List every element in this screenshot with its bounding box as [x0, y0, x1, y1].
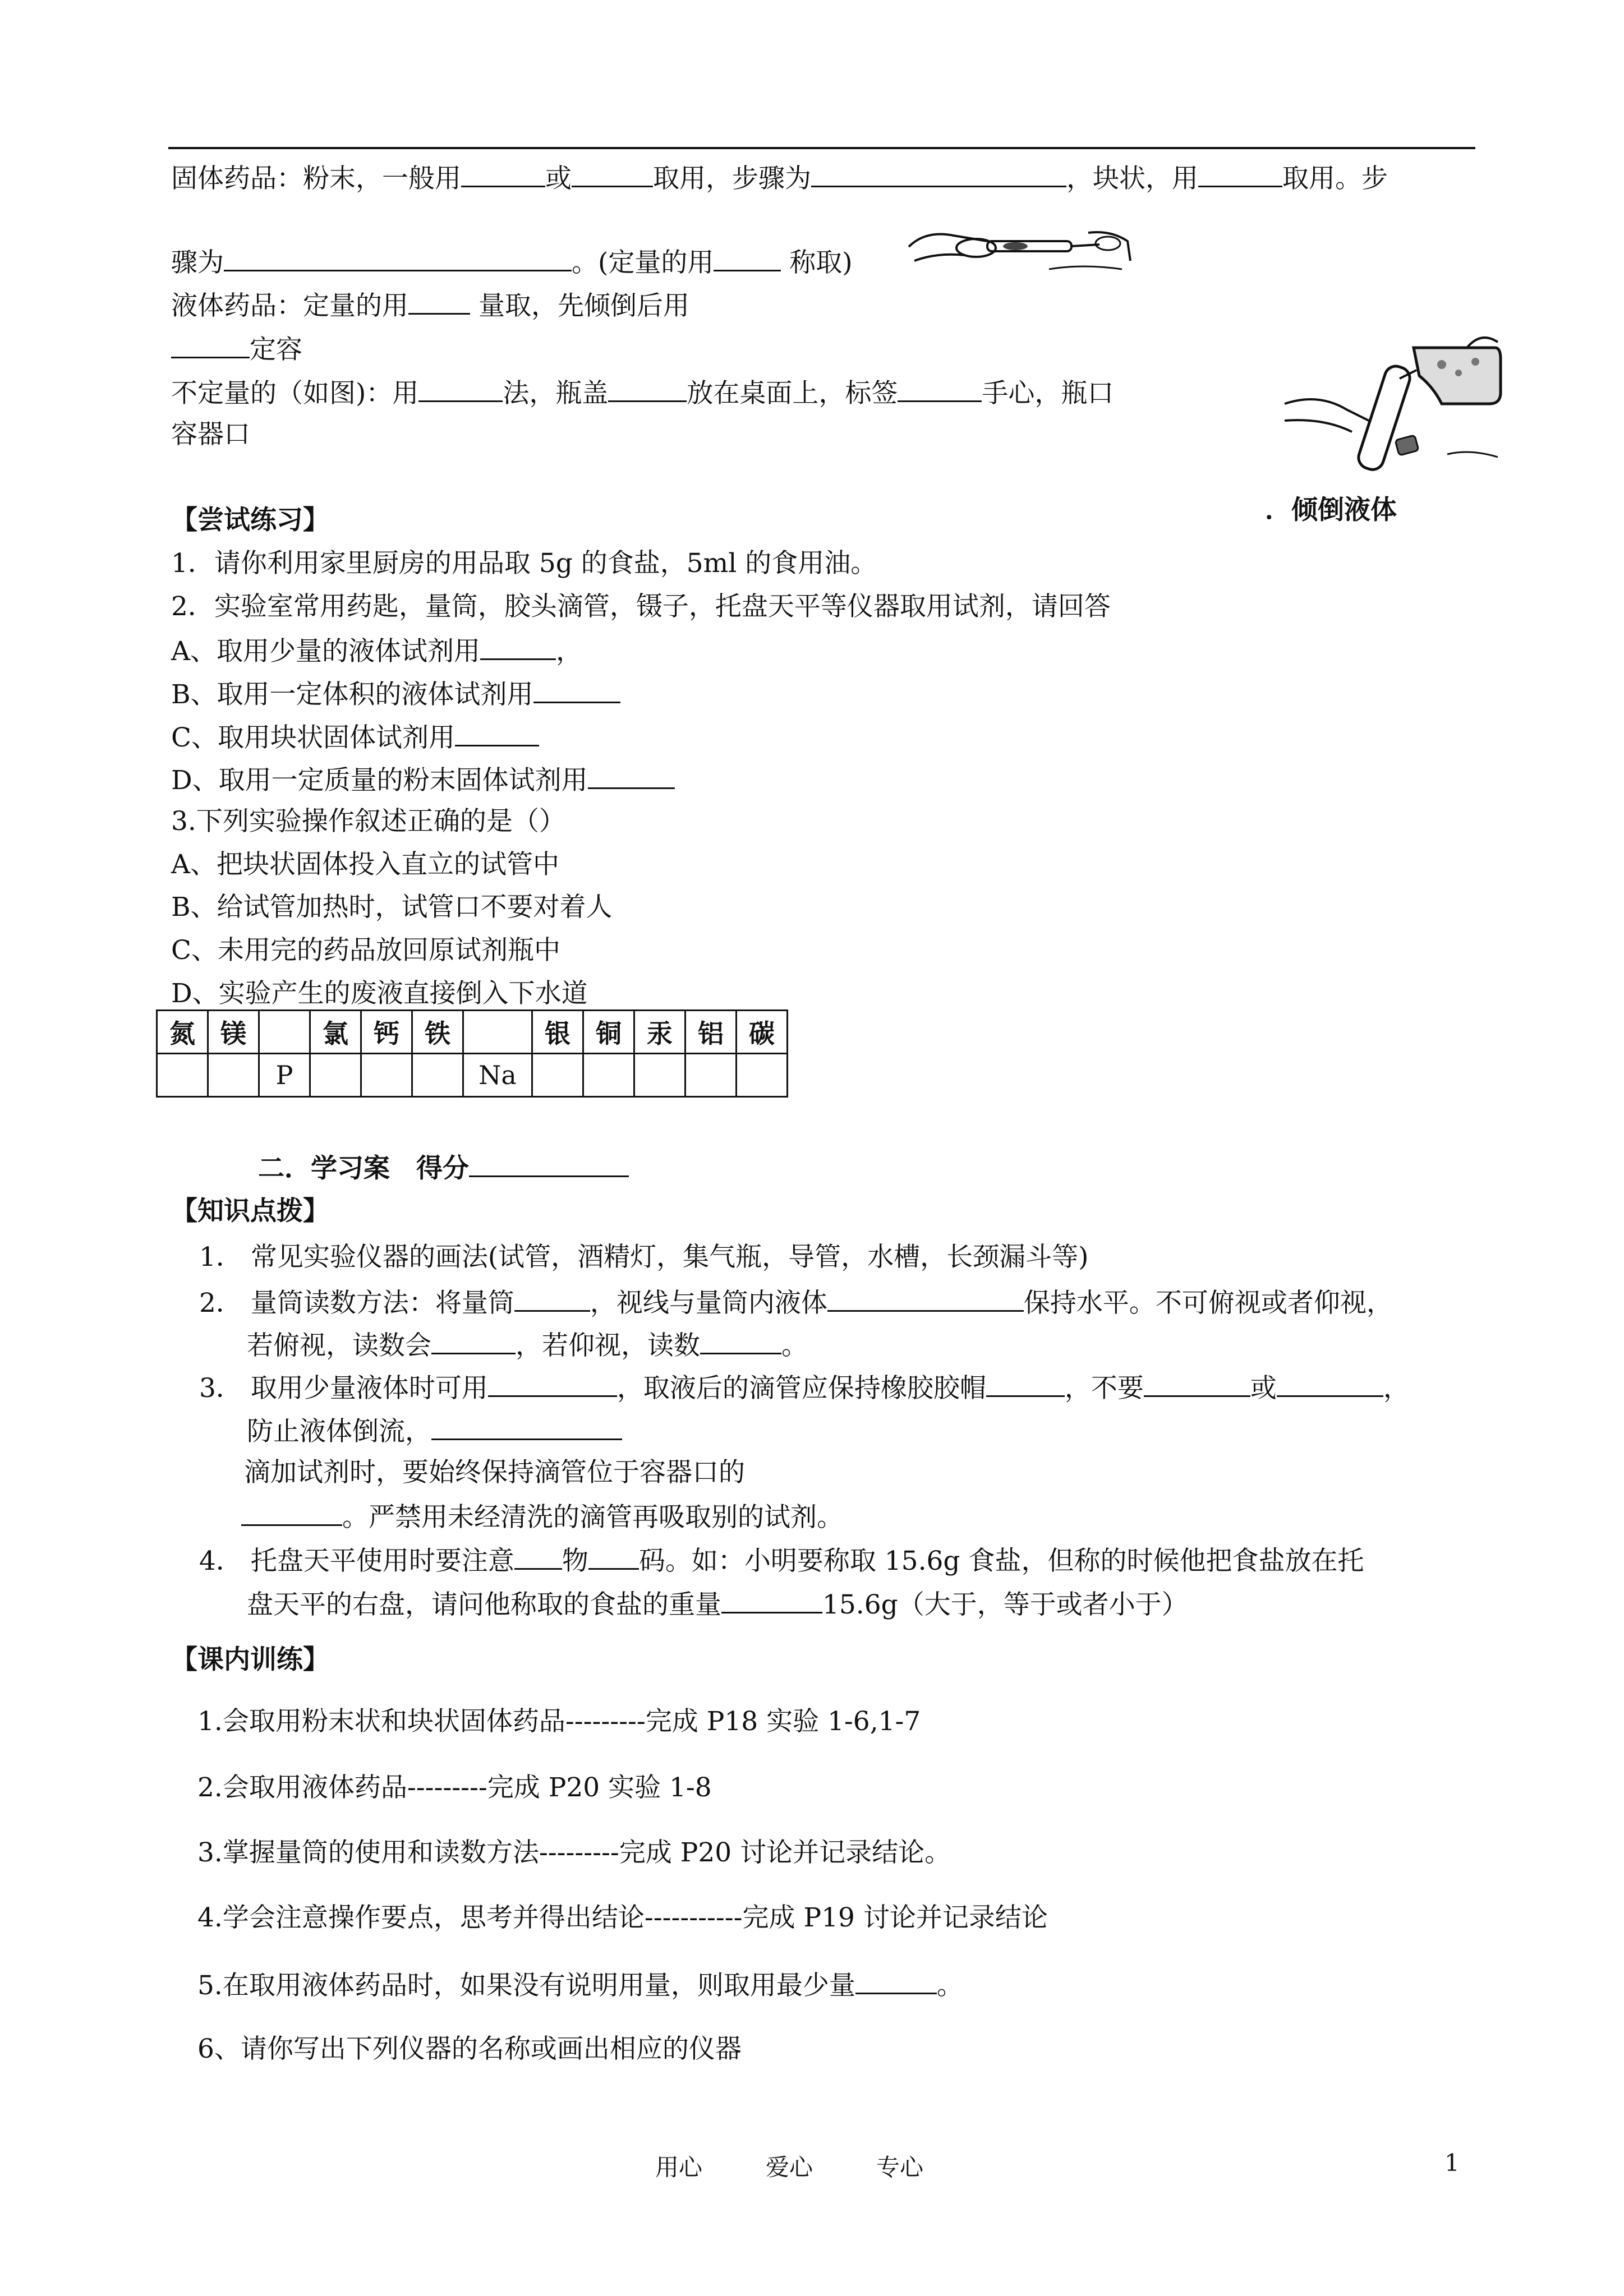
practice-q2d: D、取用一定质量的粉末固体试剂用	[171, 762, 675, 797]
pouring-liquid-figure	[1273, 325, 1509, 488]
element-name-cell: 铁	[412, 1011, 463, 1054]
element-symbol-cell	[412, 1054, 463, 1097]
element-symbol-cell	[157, 1054, 208, 1097]
element-symbol-cell	[208, 1054, 259, 1097]
practice-q2a: A、取用少量的液体试剂用 ，	[171, 633, 582, 668]
element-name-cell: 铜	[583, 1011, 634, 1054]
training-6: 6、请你写出下列仪器的名称或画出相应的仪器	[197, 2034, 742, 2064]
practice-q3a: A、把块状固体投入直立的试管中	[171, 849, 559, 880]
element-name-cell: 铝	[686, 1011, 737, 1054]
knowledge-2-line-1: 2． 量筒读数方法：将量筒 ，视线与量筒内液体 保持水平。不可俯视或者仰视，	[199, 1284, 1393, 1320]
element-name-cell: 汞	[634, 1011, 686, 1054]
knowledge-3-line-2: 防止液体倒流，	[247, 1413, 622, 1449]
solid-line-1: 固体药品：粉末，一般用 或 取用，步骤为 ，块状，用 取用。步	[171, 160, 1388, 196]
practice-q2c: C、取用块状固体试剂用	[171, 719, 539, 755]
element-name-row	[157, 1011, 788, 1054]
element-name-cell: 氯	[310, 1011, 361, 1054]
element-symbol-cell: P	[259, 1054, 310, 1097]
training-4: 4.学会注意操作要点，思考并得出结论-----------完成 P19 讨论并记录结论	[197, 1902, 1048, 1933]
element-name-cell: 镁	[208, 1011, 259, 1054]
element-name-cell: 氮	[157, 1011, 208, 1054]
element-name-cell	[259, 1011, 310, 1054]
practice-q3: 3.下列实验操作叙述正确的是（）	[171, 806, 565, 837]
liquid-line-1: 液体药品：定量的用 量取，先倾倒后用	[171, 287, 689, 323]
element-name-cell: 碳	[737, 1011, 788, 1054]
training-5: 5.在取用液体药品时，如果没有说明用量，则取用最少量 。	[197, 1967, 963, 2003]
training-1: 1.会取用粉末状和块状固体药品---------完成 P18 实验 1-6,1-7	[197, 1706, 921, 1737]
element-symbol-cell	[686, 1054, 737, 1097]
knowledge-3-line-1: 3． 取用少量液体时可用 ，取液后的滴管应保持橡胶胶帽 ，不要 或 ，	[199, 1370, 1410, 1405]
solid-line-2: 骤为 。(定量的用 称取)	[171, 244, 853, 280]
knowledge-1: 1． 常见实验仪器的画法(试管，酒精灯，集气瓶，导管，水槽，长颈漏斗等)	[199, 1242, 1089, 1273]
section2-title: 二．学习案 得分	[258, 1150, 629, 1186]
element-symbol-cell	[532, 1054, 583, 1097]
practice-q2: 2．实验室常用药匙，量筒，胶头滴管，镊子，托盘天平等仪器取用试剂，请回答	[171, 591, 1111, 622]
powder-spatula-figure	[903, 208, 1139, 280]
indef-line-1: 不定量的（如图)：用 法，瓶盖 放在桌面上，标签 手心，瓶口	[171, 375, 1114, 411]
element-symbol-cell	[634, 1054, 686, 1097]
knowledge-4-line-1: 4． 托盘天平使用时要注意 物 码。如：小明要称取 15.6g 食盐，但称的时候他把食盐放在托	[199, 1542, 1364, 1578]
element-name-cell	[463, 1011, 532, 1054]
element-symbol-cell	[583, 1054, 634, 1097]
knowledge-3-line-3: 滴加试剂时，要始终保持滴管位于容器口的	[244, 1457, 745, 1488]
footer-motto-1: 用心	[655, 2154, 703, 2181]
training-3: 3.掌握量筒的使用和读数方法---------完成 P20 讨论并记录结论。	[197, 1837, 951, 1868]
knowledge-4-line-2: 盘天平的右盘，请问他称取的食盐的重量 15.6g（大于，等于或者小于）	[247, 1586, 1188, 1622]
element-symbol-cell	[737, 1054, 788, 1097]
header-rule	[168, 147, 1475, 149]
element-symbol-row	[157, 1054, 788, 1097]
knowledge-heading: 【知识点拨】	[171, 1196, 329, 1227]
practice-q3c: C、未用完的药品放回原试剂瓶中	[171, 935, 560, 966]
knowledge-2-line-2: 若俯视，读数会 ，若仰视，读数 。	[247, 1327, 808, 1363]
element-symbol-cell: Na	[463, 1054, 532, 1097]
training-2: 2.会取用液体药品---------完成 P20 实验 1-8	[197, 1772, 712, 1803]
element-symbol-table	[156, 1009, 788, 1098]
element-symbol-cell	[361, 1054, 412, 1097]
figure-caption: ．倾倒液体	[1265, 495, 1397, 525]
element-symbol-cell	[310, 1054, 361, 1097]
element-name-cell: 钙	[361, 1011, 412, 1054]
practice-q1: 1．请你利用家里厨房的用品取 5g 的食盐，5ml 的食用油。	[171, 548, 877, 579]
training-heading: 【课内训练】	[171, 1644, 329, 1675]
practice-heading: 【尝试练习】	[171, 505, 329, 536]
liquid-line-2: 定容	[171, 331, 302, 367]
practice-q3d: D、实验产生的废液直接倒入下水道	[171, 978, 588, 1009]
page-number: 1	[1444, 2149, 1460, 2177]
element-name-cell: 银	[532, 1011, 583, 1054]
footer-motto-2: 爱心	[766, 2154, 813, 2181]
practice-q2b: B、取用一定体积的液体试剂用	[171, 676, 620, 712]
knowledge-3-line-4: 。严禁用未经清洗的滴管再吸取别的试剂。	[241, 1499, 843, 1534]
practice-q3b: B、给试管加热时，试管口不要对着人	[171, 892, 613, 923]
footer-motto-3: 专心	[876, 2154, 924, 2181]
indef-line-2: 容器口	[171, 419, 250, 450]
